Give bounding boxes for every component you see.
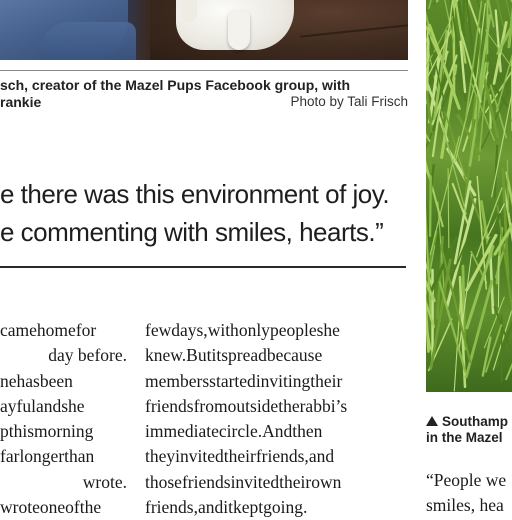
triangle-up-icon xyxy=(426,416,438,426)
text-line: friends,anditkeptgoing. xyxy=(145,495,408,520)
text-line: ayfulandshe xyxy=(0,394,127,419)
text-line: immediatecircle.Andthen xyxy=(145,419,408,444)
right-photo-caption-line-2: in the Mazel xyxy=(426,429,512,446)
grass-blade xyxy=(498,256,499,307)
text-line: wroteoneofthe xyxy=(0,495,127,520)
pull-quote-line-2: e commenting with smiles, hearts.” xyxy=(0,216,383,248)
caption-divider xyxy=(0,70,408,71)
text-line: fewdays,withonlypeopleshe xyxy=(145,318,408,343)
grass-texture xyxy=(426,0,512,392)
grass-blade xyxy=(448,169,449,248)
right-caption-text-1: Southamp xyxy=(442,414,508,429)
text-line: farlongerthan xyxy=(0,444,127,469)
text-line: day before. xyxy=(0,343,127,368)
text-line: wrote. xyxy=(0,470,127,495)
text-line: nehasbeen xyxy=(0,369,127,394)
text-line: friendsfromoutsidetherabbi’s xyxy=(145,394,408,419)
text-line: camehomefor xyxy=(0,318,127,343)
text-line: “People we xyxy=(426,468,512,493)
article-column-1 xyxy=(0,318,127,520)
grass-blade xyxy=(463,0,466,30)
grass-blade xyxy=(426,0,429,27)
text-line: pthismorning xyxy=(0,419,127,444)
grass-photo xyxy=(426,0,512,392)
photo-dog-leg xyxy=(228,10,250,50)
article-column-2 xyxy=(145,318,408,520)
text-line: knew.Butitspreadbecause xyxy=(145,343,408,368)
photo-credit: Photo by Tali Frisch xyxy=(290,93,408,111)
grass-blade xyxy=(430,176,431,236)
text-line: theyinvitedtheirfriends,and xyxy=(145,444,408,469)
text-line: thosefriendsinvitedtheirown xyxy=(145,470,408,495)
grass-blade xyxy=(494,22,506,83)
right-photo-caption-line-1 xyxy=(426,413,512,430)
article-column-3 xyxy=(426,468,512,519)
text-line: membersstartedinvitingtheir xyxy=(145,369,408,394)
pull-quote-divider xyxy=(0,266,406,268)
photo-caption-line-1: sch, creator of the Mazel Pups Facebook group, with xyxy=(0,76,408,94)
photo-caption-line-2: rankie xyxy=(0,93,160,111)
text-line: smiles, hea xyxy=(426,493,512,518)
dog-photo xyxy=(0,0,408,60)
photo-dog-paw xyxy=(181,0,197,22)
photo-jeans-knee xyxy=(40,22,136,60)
pull-quote-line-1: e there was this environment of joy. xyxy=(0,178,389,210)
